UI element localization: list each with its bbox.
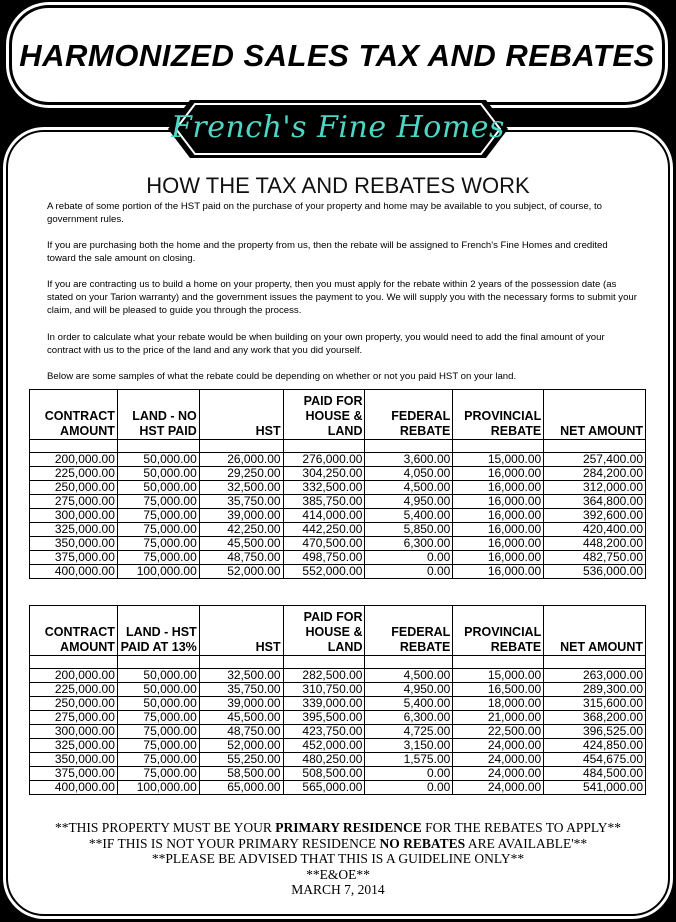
table-cell: 263,000.00 <box>544 669 646 683</box>
table-cell: 16,000.00 <box>453 467 544 481</box>
table-cell: 50,000.00 <box>117 683 199 697</box>
table-row <box>30 711 646 725</box>
table-cell: 35,750.00 <box>199 683 283 697</box>
column-header: PROVINCIAL REBATE <box>453 606 544 656</box>
table-cell: 350,000.00 <box>30 753 118 767</box>
table-cell: 395,500.00 <box>283 711 365 725</box>
table-cell: 452,000.00 <box>283 739 365 753</box>
table-cell: 75,000.00 <box>117 711 199 725</box>
table-row <box>30 523 646 537</box>
table-cell: 498,750.00 <box>283 551 365 565</box>
table-body <box>30 453 646 579</box>
table-cell: 52,000.00 <box>199 565 283 579</box>
table-cell: 50,000.00 <box>117 481 199 495</box>
table-cell: 423,750.00 <box>283 725 365 739</box>
table-cell: 21,000.00 <box>453 711 544 725</box>
table-cell: 536,000.00 <box>544 565 646 579</box>
table-cell: 6,300.00 <box>365 537 453 551</box>
table-cell: 257,400.00 <box>544 453 646 467</box>
table-cell: 350,000.00 <box>30 537 118 551</box>
table-row <box>30 683 646 697</box>
table-cell: 24,000.00 <box>453 739 544 753</box>
table-cell: 16,000.00 <box>453 551 544 565</box>
table-cell: 16,000.00 <box>453 509 544 523</box>
table-cell: 18,000.00 <box>453 697 544 711</box>
table-cell: 48,750.00 <box>199 551 283 565</box>
column-header: HST <box>199 390 283 440</box>
column-header: PAID FOR HOUSE & LAND <box>283 390 365 440</box>
table-row <box>30 509 646 523</box>
table-cell: 339,000.00 <box>283 697 365 711</box>
table-cell: 420,400.00 <box>544 523 646 537</box>
table-cell: 16,000.00 <box>453 495 544 509</box>
table-cell: 200,000.00 <box>30 669 118 683</box>
table-cell: 5,400.00 <box>365 509 453 523</box>
column-header: PROVINCIAL REBATE <box>453 390 544 440</box>
table-row <box>30 725 646 739</box>
table-cell: 300,000.00 <box>30 509 118 523</box>
table-cell: 4,950.00 <box>365 683 453 697</box>
table-cell: 6,300.00 <box>365 711 453 725</box>
table-row <box>30 537 646 551</box>
table-cell: 368,200.00 <box>544 711 646 725</box>
table-cell: 35,750.00 <box>199 495 283 509</box>
table-cell: 0.00 <box>365 551 453 565</box>
table-row <box>30 697 646 711</box>
table-cell: 225,000.00 <box>30 467 118 481</box>
table-cell: 4,500.00 <box>365 481 453 495</box>
column-header: FEDERAL REBATE <box>365 606 453 656</box>
table-cell: 284,200.00 <box>544 467 646 481</box>
table-cell: 50,000.00 <box>117 697 199 711</box>
table-cell: 32,500.00 <box>199 669 283 683</box>
table-cell: 4,950.00 <box>365 495 453 509</box>
table-cell: 32,500.00 <box>199 481 283 495</box>
table-cell: 39,000.00 <box>199 697 283 711</box>
table-cell: 75,000.00 <box>117 509 199 523</box>
table-row <box>30 565 646 579</box>
table-cell: 52,000.00 <box>199 739 283 753</box>
brand-logo: French's Fine Homes <box>171 110 505 145</box>
table-cell: 300,000.00 <box>30 725 118 739</box>
table-cell: 400,000.00 <box>30 781 118 795</box>
footer-date: MARCH 7, 2014 <box>291 882 385 897</box>
table-cell: 275,000.00 <box>30 495 118 509</box>
table-cell: 22,500.00 <box>453 725 544 739</box>
table-cell: 454,675.00 <box>544 753 646 767</box>
table-cell: 4,725.00 <box>365 725 453 739</box>
table-cell: 45,500.00 <box>199 711 283 725</box>
table-cell: 312,000.00 <box>544 481 646 495</box>
table-cell: 75,000.00 <box>117 551 199 565</box>
table-row <box>30 669 646 683</box>
table-cell: 225,000.00 <box>30 683 118 697</box>
table-cell: 55,250.00 <box>199 753 283 767</box>
footer-notes <box>0 820 676 898</box>
table-cell: 100,000.00 <box>117 565 199 579</box>
table-cell: 75,000.00 <box>117 537 199 551</box>
table-cell: 5,850.00 <box>365 523 453 537</box>
table-cell: 325,000.00 <box>30 739 118 753</box>
table-row <box>30 767 646 781</box>
footer-no-rebates-note: **IF THIS IS NOT YOUR PRIMARY RESIDENCE NO REBATES ARE AVAILABLE'** <box>88 835 588 851</box>
table-cell: 3,600.00 <box>365 453 453 467</box>
table-cell: 45,500.00 <box>199 537 283 551</box>
table-cell: 364,800.00 <box>544 495 646 509</box>
table-cell: 0.00 <box>365 565 453 579</box>
table-cell: 100,000.00 <box>117 781 199 795</box>
table-cell: 1,575.00 <box>365 753 453 767</box>
table-cell: 484,500.00 <box>544 767 646 781</box>
table-cell: 442,250.00 <box>283 523 365 537</box>
section-title: HOW THE TAX AND REBATES WORK <box>146 173 530 198</box>
table-cell: 3,150.00 <box>365 739 453 753</box>
table-cell: 289,300.00 <box>544 683 646 697</box>
table-cell: 5,400.00 <box>365 697 453 711</box>
table-cell: 75,000.00 <box>117 725 199 739</box>
table-cell: 15,000.00 <box>453 453 544 467</box>
table-cell: 276,000.00 <box>283 453 365 467</box>
table-cell: 250,000.00 <box>30 697 118 711</box>
table-cell: 400,000.00 <box>30 565 118 579</box>
table-cell: 0.00 <box>365 767 453 781</box>
table-cell: 325,000.00 <box>30 523 118 537</box>
table-cell: 482,750.00 <box>544 551 646 565</box>
table-cell: 48,750.00 <box>199 725 283 739</box>
paragraph-contracting: If you are contracting us to build a home on your property, then you must apply for the rebate within 2 years of the possession date (as stated on your Tarion warranty) and the government issues the payment to you. We will supply you with the necessary forms to submit your claim, and will be pleased to guide you through the process. <box>47 279 637 316</box>
table-row <box>30 481 646 495</box>
table-cell: 39,000.00 <box>199 509 283 523</box>
table-cell: 15,000.00 <box>453 669 544 683</box>
table-cell: 0.00 <box>365 781 453 795</box>
table-row <box>30 467 646 481</box>
column-header: CONTRACT AMOUNT <box>30 390 118 440</box>
table-cell: 424,850.00 <box>544 739 646 753</box>
table-cell: 29,250.00 <box>199 467 283 481</box>
table-row <box>30 551 646 565</box>
rebate-table-hst-paid-land <box>29 605 646 795</box>
page-title: HARMONIZED SALES TAX AND REBATES <box>19 38 655 73</box>
table-row <box>30 495 646 509</box>
column-header: LAND - HST PAID AT 13% <box>117 606 199 656</box>
rebate-table-no-hst-land <box>29 389 646 579</box>
table-cell: 375,000.00 <box>30 767 118 781</box>
table-cell: 16,500.00 <box>453 683 544 697</box>
column-header: PAID FOR HOUSE & LAND <box>283 606 365 656</box>
table-cell: 24,000.00 <box>453 781 544 795</box>
table-body <box>30 669 646 795</box>
table-cell: 375,000.00 <box>30 551 118 565</box>
table-cell: 26,000.00 <box>199 453 283 467</box>
table-cell: 392,600.00 <box>544 509 646 523</box>
table-cell: 304,250.00 <box>283 467 365 481</box>
table-cell: 282,500.00 <box>283 669 365 683</box>
paragraph-purchase: If you are purchasing both the home and the property from us, then the rebate will be assigned to French's Fine Homes and credited toward the sale amount on closing. <box>47 240 608 264</box>
column-header: LAND - NO HST PAID <box>117 390 199 440</box>
table-cell: 508,500.00 <box>283 767 365 781</box>
table-cell: 16,000.00 <box>453 523 544 537</box>
table-cell: 470,500.00 <box>283 537 365 551</box>
table-cell: 75,000.00 <box>117 767 199 781</box>
table-cell: 4,500.00 <box>365 669 453 683</box>
column-header: HST <box>199 606 283 656</box>
table-cell: 16,000.00 <box>453 481 544 495</box>
column-header: NET AMOUNT <box>544 390 646 440</box>
paragraph-calculate: In order to calculate what your rebate would be when building on your own property, you would need to add the final amount of your contract with us to the price of the land and any work that you did yourself. <box>47 332 605 356</box>
paragraph-samples: Below are some samples of what the rebate could be depending on whether or not you paid HST on your land. <box>47 371 517 382</box>
table-row <box>30 453 646 467</box>
table-cell: 332,500.00 <box>283 481 365 495</box>
table-cell: 565,000.00 <box>283 781 365 795</box>
table-cell: 50,000.00 <box>117 453 199 467</box>
table-cell: 315,600.00 <box>544 697 646 711</box>
table-cell: 275,000.00 <box>30 711 118 725</box>
table-cell: 65,000.00 <box>199 781 283 795</box>
table-cell: 200,000.00 <box>30 453 118 467</box>
table-cell: 50,000.00 <box>117 467 199 481</box>
table-cell: 414,000.00 <box>283 509 365 523</box>
table-cell: 541,000.00 <box>544 781 646 795</box>
table-cell: 250,000.00 <box>30 481 118 495</box>
table-cell: 50,000.00 <box>117 669 199 683</box>
table-cell: 4,050.00 <box>365 467 453 481</box>
table-row <box>30 781 646 795</box>
table-cell: 75,000.00 <box>117 739 199 753</box>
table-cell: 24,000.00 <box>453 753 544 767</box>
table-cell: 58,500.00 <box>199 767 283 781</box>
table-cell: 385,750.00 <box>283 495 365 509</box>
footer-guideline-note: **PLEASE BE ADVISED THAT THIS IS A GUIDELINE ONLY** <box>151 851 525 866</box>
table-cell: 75,000.00 <box>117 495 199 509</box>
table-cell: 75,000.00 <box>117 523 199 537</box>
table-row <box>30 753 646 767</box>
table-cell: 16,000.00 <box>453 565 544 579</box>
column-header: FEDERAL REBATE <box>365 390 453 440</box>
table-cell: 75,000.00 <box>117 753 199 767</box>
footer-primary-residence-note: **THIS PROPERTY MUST BE YOUR PRIMARY RESIDENCE FOR THE REBATES TO APPLY** <box>54 820 622 835</box>
footer-eoe: **E&OE** <box>306 866 370 882</box>
table-cell: 480,250.00 <box>283 753 365 767</box>
table-cell: 310,750.00 <box>283 683 365 697</box>
table-cell: 16,000.00 <box>453 537 544 551</box>
table-row <box>30 739 646 753</box>
brand-banner <box>168 100 508 158</box>
header-panel <box>9 5 665 105</box>
paragraph-rebate-intro: A rebate of some portion of the HST paid on the purchase of your property and home may be available to you subject, of course, to government rules. <box>47 201 602 225</box>
column-header: NET AMOUNT <box>544 606 646 656</box>
table-cell: 396,525.00 <box>544 725 646 739</box>
table-cell: 42,250.00 <box>199 523 283 537</box>
table-cell: 552,000.00 <box>283 565 365 579</box>
table-cell: 448,200.00 <box>544 537 646 551</box>
column-header: CONTRACT AMOUNT <box>30 606 118 656</box>
table-cell: 24,000.00 <box>453 767 544 781</box>
